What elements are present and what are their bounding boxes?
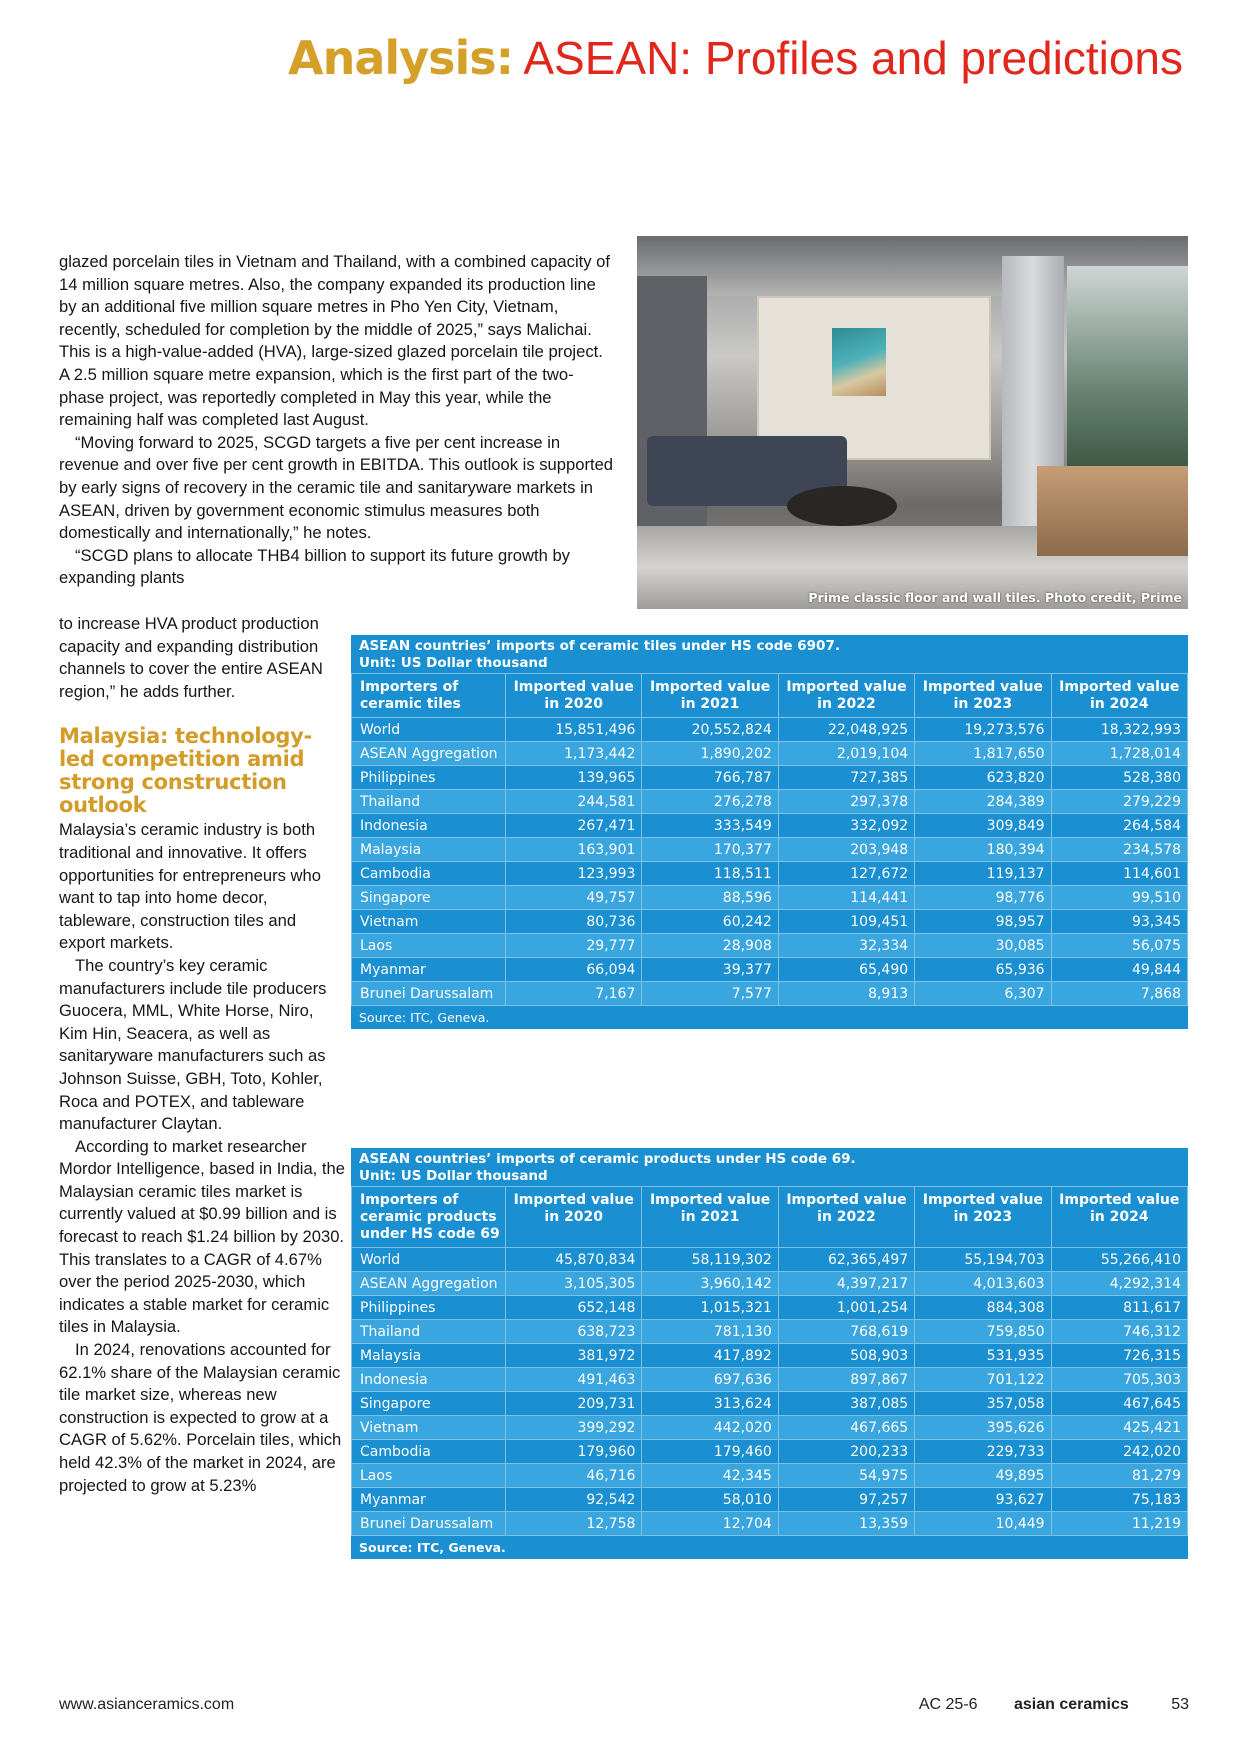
page-title [288, 30, 1183, 86]
value-cell: 92,542 [506, 1488, 642, 1512]
value-cell: 66,094 [506, 958, 642, 982]
column-header-year: Imported value in 2022 [778, 1187, 914, 1248]
value-cell: 20,552,824 [642, 718, 778, 742]
value-cell: 491,463 [506, 1368, 642, 1392]
value-cell: 209,731 [506, 1392, 642, 1416]
column-header-year: Imported value in 2023 [915, 674, 1051, 718]
value-cell: 179,460 [642, 1440, 778, 1464]
country-cell: Philippines [352, 1296, 506, 1320]
value-cell: 1,001,254 [778, 1296, 914, 1320]
table-body [352, 718, 1188, 1006]
country-cell: Brunei Darussalam [352, 982, 506, 1006]
country-cell: Malaysia [352, 1344, 506, 1368]
value-cell: 244,581 [506, 790, 642, 814]
table-row [352, 1440, 1188, 1464]
section-heading: Malaysia: technology-led competition amid strong construction outlook [59, 724, 312, 818]
country-cell: Vietnam [352, 1416, 506, 1440]
table-row [352, 1320, 1188, 1344]
value-cell: 203,948 [778, 838, 914, 862]
value-cell: 55,266,410 [1051, 1248, 1187, 1272]
value-cell: 2,019,104 [778, 742, 914, 766]
value-cell: 56,075 [1051, 934, 1187, 958]
value-cell: 242,020 [1051, 1440, 1187, 1464]
photo-window [1067, 266, 1188, 466]
value-cell: 417,892 [642, 1344, 778, 1368]
country-cell: ASEAN Aggregation [352, 742, 506, 766]
value-cell: 127,672 [778, 862, 914, 886]
value-cell: 623,820 [915, 766, 1051, 790]
value-cell: 425,421 [1051, 1416, 1187, 1440]
value-cell: 12,758 [506, 1512, 642, 1536]
value-cell: 139,965 [506, 766, 642, 790]
footer-url: www.asianceramics.com [59, 1696, 235, 1713]
value-cell: 7,167 [506, 982, 642, 1006]
column-header-importer: Importers of ceramic tiles [352, 674, 506, 718]
value-cell: 109,451 [778, 910, 914, 934]
value-cell: 381,972 [506, 1344, 642, 1368]
table-row [352, 790, 1188, 814]
value-cell: 746,312 [1051, 1320, 1187, 1344]
issue-number: AC 25-6 [918, 1696, 978, 1713]
value-cell: 22,048,925 [778, 718, 914, 742]
table-row [352, 982, 1188, 1006]
column-header-year: Imported value in 2022 [778, 674, 914, 718]
value-cell: 333,549 [642, 814, 778, 838]
article-left-column [59, 613, 346, 1497]
value-cell: 759,850 [915, 1320, 1051, 1344]
value-cell: 54,975 [778, 1464, 914, 1488]
value-cell: 1,817,650 [915, 742, 1051, 766]
value-cell: 97,257 [778, 1488, 914, 1512]
value-cell: 8,913 [778, 982, 914, 1006]
value-cell: 80,736 [506, 910, 642, 934]
value-cell: 88,596 [642, 886, 778, 910]
table-row [352, 1416, 1188, 1440]
table-row [352, 1464, 1188, 1488]
value-cell: 119,137 [915, 862, 1051, 886]
value-cell: 28,908 [642, 934, 778, 958]
title-text: ASEAN: Profiles and predictions [523, 32, 1183, 84]
value-cell: 727,385 [778, 766, 914, 790]
value-cell: 46,716 [506, 1464, 642, 1488]
value-cell: 442,020 [642, 1416, 778, 1440]
value-cell: 93,627 [915, 1488, 1051, 1512]
value-cell: 1,728,014 [1051, 742, 1187, 766]
value-cell: 114,601 [1051, 862, 1187, 886]
table-header-row [352, 1187, 1188, 1248]
value-cell: 395,626 [915, 1416, 1051, 1440]
value-cell: 7,577 [642, 982, 778, 1006]
column-header-importer: Importers of ceramic products under HS code 69 [352, 1187, 506, 1248]
value-cell: 29,777 [506, 934, 642, 958]
value-cell: 60,242 [642, 910, 778, 934]
value-cell: 10,449 [915, 1512, 1051, 1536]
country-cell: World [352, 718, 506, 742]
country-cell: Thailand [352, 1320, 506, 1344]
value-cell: 297,378 [778, 790, 914, 814]
value-cell: 1,173,442 [506, 742, 642, 766]
value-cell: 49,757 [506, 886, 642, 910]
value-cell: 45,870,834 [506, 1248, 642, 1272]
value-cell: 39,377 [642, 958, 778, 982]
value-cell: 284,389 [915, 790, 1051, 814]
table-title: ASEAN countries’ imports of ceramic tiles under HS code 6907. [359, 638, 840, 654]
value-cell: 32,334 [778, 934, 914, 958]
value-cell: 697,636 [642, 1368, 778, 1392]
value-cell: 4,292,314 [1051, 1272, 1187, 1296]
photo-artwork [832, 328, 886, 396]
value-cell: 65,936 [915, 958, 1051, 982]
country-cell: Cambodia [352, 1440, 506, 1464]
article-paragraph: The country’s key ceramic manufacturers include tile producers Guocera, MML, White Horse, Niro, Kim Hin, Seacera, as well as sanitaryware manufacturers such as Johnson Suisse, GBH, Toto, Kohler, Roca and POTEX, and tableware manufacturer Claytan. [59, 955, 327, 1134]
magazine-brand: asian ceramics [1014, 1696, 1129, 1713]
value-cell: 531,935 [915, 1344, 1051, 1368]
value-cell: 7,868 [1051, 982, 1187, 1006]
article-paragraph: Malaysia’s ceramic industry is both traditional and innovative. It offers opportunities for entrepreneurs who want to tap into home decor, tableware, construction tiles and export markets. [59, 820, 321, 953]
table-row [352, 886, 1188, 910]
table-unit: Unit: US Dollar thousand [359, 655, 548, 671]
column-header-year: Imported value in 2023 [915, 1187, 1051, 1248]
value-cell: 15,851,496 [506, 718, 642, 742]
footer-info [919, 1696, 1189, 1714]
country-cell: Singapore [352, 886, 506, 910]
value-cell: 279,229 [1051, 790, 1187, 814]
value-cell: 3,105,305 [506, 1272, 642, 1296]
page-number: 53 [1171, 1696, 1189, 1713]
value-cell: 93,345 [1051, 910, 1187, 934]
value-cell: 467,665 [778, 1416, 914, 1440]
article-paragraph: “SCGD plans to allocate THB4 billion to support its future growth by expanding plants [59, 545, 570, 588]
value-cell: 897,867 [778, 1368, 914, 1392]
value-cell: 65,490 [778, 958, 914, 982]
table-row [352, 910, 1188, 934]
value-cell: 264,584 [1051, 814, 1187, 838]
value-cell: 357,058 [915, 1392, 1051, 1416]
article-paragraph: According to market researcher Mordor Intelligence, based in India, the Malaysian ceramic tiles market is currently valued at $0.99 billion and is forecast to reach $1.24 billion by 2030. This translates to a CAGR of 4.67% over the period 2025-2030, which indicates a stable market for ceramic tiles in Malaysia. [59, 1136, 345, 1337]
table-row [352, 1344, 1188, 1368]
photo-coffee-table [787, 486, 897, 526]
value-cell: 19,273,576 [915, 718, 1051, 742]
column-header-year: Imported value in 2021 [642, 674, 778, 718]
table-header-row [352, 674, 1188, 718]
value-cell: 766,787 [642, 766, 778, 790]
value-cell: 12,704 [642, 1512, 778, 1536]
value-cell: 1,015,321 [642, 1296, 778, 1320]
title-keyword: Analysis: [288, 31, 514, 85]
value-cell: 508,903 [778, 1344, 914, 1368]
table-unit: Unit: US Dollar thousand [359, 1168, 548, 1184]
value-cell: 6,307 [915, 982, 1051, 1006]
value-cell: 884,308 [915, 1296, 1051, 1320]
table-row [352, 1368, 1188, 1392]
value-cell: 179,960 [506, 1440, 642, 1464]
value-cell: 30,085 [915, 934, 1051, 958]
value-cell: 267,471 [506, 814, 642, 838]
value-cell: 399,292 [506, 1416, 642, 1440]
value-cell: 13,359 [778, 1512, 914, 1536]
value-cell: 387,085 [778, 1392, 914, 1416]
table-row [352, 838, 1188, 862]
country-cell: Cambodia [352, 862, 506, 886]
country-cell: Brunei Darussalam [352, 1512, 506, 1536]
country-cell: Myanmar [352, 958, 506, 982]
country-cell: Laos [352, 934, 506, 958]
column-header-year: Imported value in 2020 [506, 1187, 642, 1248]
value-cell: 1,890,202 [642, 742, 778, 766]
value-cell: 170,377 [642, 838, 778, 862]
ceramic-products-imports-table [351, 1148, 1188, 1559]
value-cell: 768,619 [778, 1320, 914, 1344]
table-row [352, 718, 1188, 742]
value-cell: 234,578 [1051, 838, 1187, 862]
value-cell: 701,122 [915, 1368, 1051, 1392]
table-source: Source: ITC, Geneva. [359, 1540, 506, 1555]
table-title: ASEAN countries’ imports of ceramic products under HS code 69. [359, 1151, 856, 1167]
table-row [352, 958, 1188, 982]
value-cell: 98,776 [915, 886, 1051, 910]
value-cell: 229,733 [915, 1440, 1051, 1464]
photo-caption: Prime classic floor and wall tiles. Photo credit, Prime [808, 590, 1182, 605]
table-row [352, 1272, 1188, 1296]
country-cell: World [352, 1248, 506, 1272]
value-cell: 276,278 [642, 790, 778, 814]
value-cell: 309,849 [915, 814, 1051, 838]
table-row [352, 862, 1188, 886]
value-cell: 49,895 [915, 1464, 1051, 1488]
value-cell: 11,219 [1051, 1512, 1187, 1536]
interior-photo [637, 236, 1188, 609]
value-cell: 58,010 [642, 1488, 778, 1512]
data-table [351, 1186, 1188, 1536]
article-top-column [59, 251, 614, 590]
data-table [351, 673, 1188, 1006]
value-cell: 3,960,142 [642, 1272, 778, 1296]
value-cell: 705,303 [1051, 1368, 1187, 1392]
value-cell: 99,510 [1051, 886, 1187, 910]
column-header-year: Imported value in 2024 [1051, 1187, 1187, 1248]
value-cell: 4,013,603 [915, 1272, 1051, 1296]
article-paragraph: In 2024, renovations accounted for 62.1% share of the Malaysian ceramic tile market size, whereas new construction is expected to grow at a CAGR of 5.62%. Porcelain tiles, which held 42.3% of the market in 2024, are projected to grow at 5.23% [59, 1340, 342, 1495]
value-cell: 313,624 [642, 1392, 778, 1416]
value-cell: 18,322,993 [1051, 718, 1187, 742]
article-paragraph: “Moving forward to 2025, SCGD targets a five per cent increase in revenue and over five per cent growth in EBITDA. This outlook is supported by early signs of recovery in the ceramic tile and sanitaryware markets in ASEAN, driven by government economic stimulus measures both domestically and internationally,” he notes. [59, 432, 614, 543]
value-cell: 81,279 [1051, 1464, 1187, 1488]
value-cell: 42,345 [642, 1464, 778, 1488]
value-cell: 467,645 [1051, 1392, 1187, 1416]
country-cell: Myanmar [352, 1488, 506, 1512]
table-row [352, 814, 1188, 838]
value-cell: 781,130 [642, 1320, 778, 1344]
article-paragraph: to increase HVA product production capacity and expanding distribution channels to cover the entire ASEAN region,” he adds further. [59, 614, 323, 701]
table-row [352, 1296, 1188, 1320]
country-cell: Vietnam [352, 910, 506, 934]
value-cell: 811,617 [1051, 1296, 1187, 1320]
table-row [352, 1248, 1188, 1272]
country-cell: Indonesia [352, 1368, 506, 1392]
article-paragraph: glazed porcelain tiles in Vietnam and Thailand, with a combined capacity of 14 million square metres. Also, the company expanded its production line by an additional five million square metres in Pho Yen City, Vietnam, recently, scheduled for completion by the middle of 2025,” says Malichai. This is a high-value-added (HVA), large-sized glazed porcelain tile project. A 2.5 million square metre expansion, which is the first part of the two-phase project, was reportedly completed in May this year, while the remaining half was completed last August. [59, 252, 610, 430]
country-cell: Indonesia [352, 814, 506, 838]
table-row [352, 1512, 1188, 1536]
value-cell: 638,723 [506, 1320, 642, 1344]
country-cell: Philippines [352, 766, 506, 790]
country-cell: Laos [352, 1464, 506, 1488]
column-header-year: Imported value in 2020 [506, 674, 642, 718]
country-cell: ASEAN Aggregation [352, 1272, 506, 1296]
country-cell: Singapore [352, 1392, 506, 1416]
country-cell: Thailand [352, 790, 506, 814]
value-cell: 75,183 [1051, 1488, 1187, 1512]
value-cell: 200,233 [778, 1440, 914, 1464]
value-cell: 58,119,302 [642, 1248, 778, 1272]
value-cell: 163,901 [506, 838, 642, 862]
value-cell: 528,380 [1051, 766, 1187, 790]
table-row [352, 934, 1188, 958]
value-cell: 55,194,703 [915, 1248, 1051, 1272]
value-cell: 114,441 [778, 886, 914, 910]
column-header-year: Imported value in 2021 [642, 1187, 778, 1248]
value-cell: 62,365,497 [778, 1248, 914, 1272]
value-cell: 332,092 [778, 814, 914, 838]
table-row [352, 1488, 1188, 1512]
value-cell: 49,844 [1051, 958, 1187, 982]
table-row [352, 742, 1188, 766]
table-row [352, 1392, 1188, 1416]
column-header-year: Imported value in 2024 [1051, 674, 1187, 718]
tiles-imports-table [351, 635, 1188, 1029]
table-row [352, 766, 1188, 790]
value-cell: 726,315 [1051, 1344, 1187, 1368]
value-cell: 652,148 [506, 1296, 642, 1320]
table-source: Source: ITC, Geneva. [359, 1010, 490, 1025]
value-cell: 118,511 [642, 862, 778, 886]
value-cell: 4,397,217 [778, 1272, 914, 1296]
value-cell: 98,957 [915, 910, 1051, 934]
photo-counter [1037, 466, 1188, 556]
value-cell: 123,993 [506, 862, 642, 886]
country-cell: Malaysia [352, 838, 506, 862]
table-body [352, 1248, 1188, 1536]
value-cell: 180,394 [915, 838, 1051, 862]
